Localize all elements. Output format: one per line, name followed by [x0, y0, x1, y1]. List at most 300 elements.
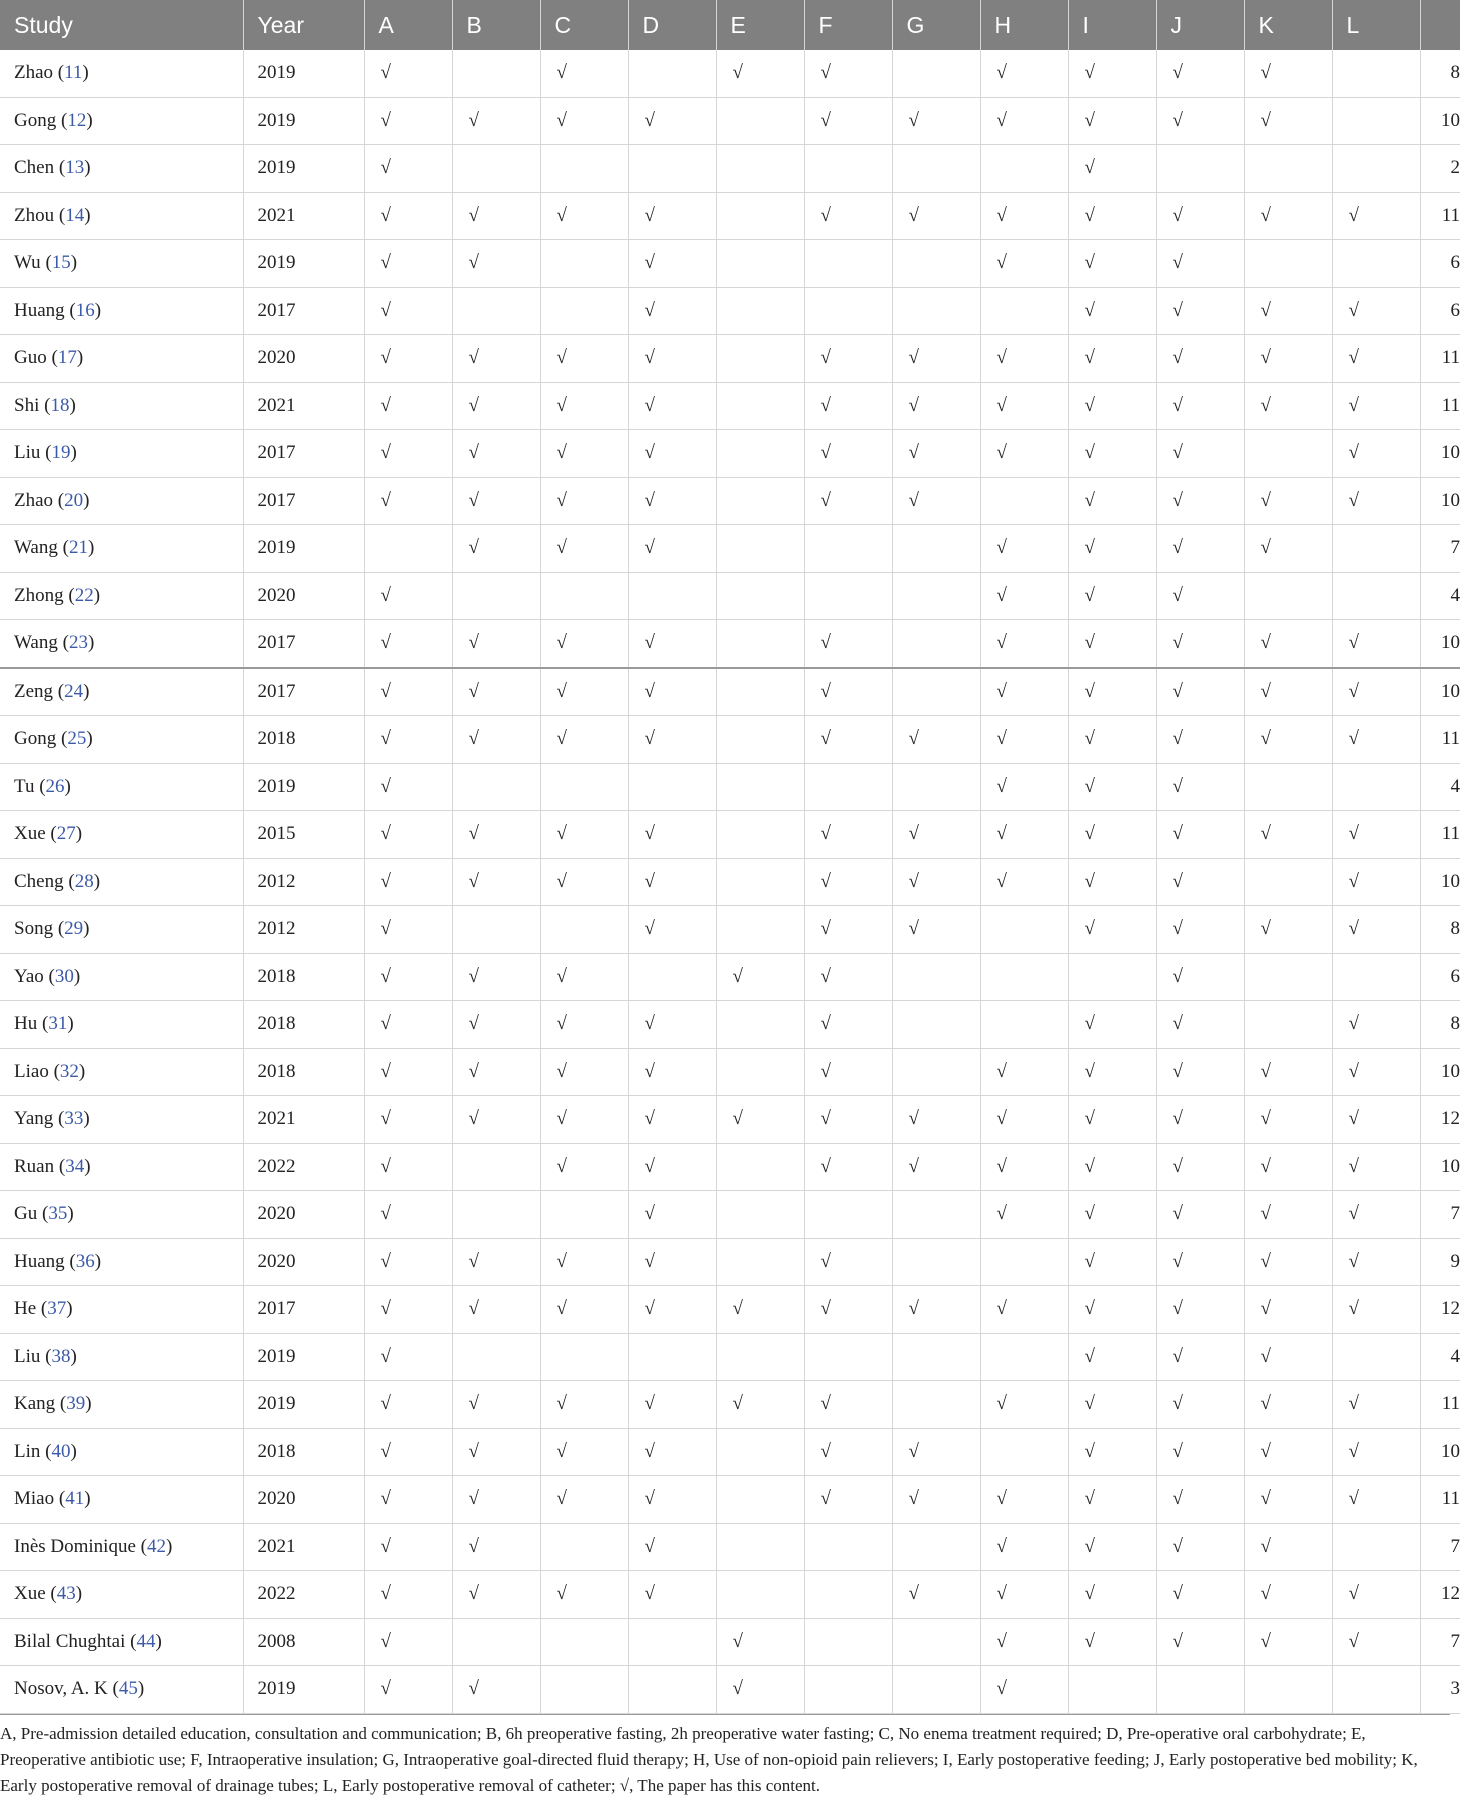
reference-link[interactable]: 13: [65, 157, 85, 179]
table-row: [0, 1238, 1460, 1286]
study-cell: Kang (39): [0, 1381, 243, 1429]
check-cell: √: [1332, 287, 1420, 335]
study-cell: Wang (21): [0, 525, 243, 573]
study-cell: Gong (25): [0, 716, 243, 764]
table-row: [0, 1191, 1460, 1239]
check-cell: √: [980, 525, 1068, 573]
total-cell: 7: [1420, 1191, 1460, 1239]
check-cell: √: [1068, 477, 1156, 525]
reference-link[interactable]: 29: [64, 918, 84, 940]
year-cell: 2020: [243, 335, 364, 383]
year-cell: 2021: [243, 1096, 364, 1144]
check-cell: √: [364, 1143, 452, 1191]
year-cell: 2019: [243, 145, 364, 193]
check-cell: √: [804, 382, 892, 430]
check-cell: √: [892, 1286, 980, 1334]
check-cell: √: [980, 1666, 1068, 1714]
check-cell: √: [1156, 50, 1244, 97]
check-cell: √: [1068, 572, 1156, 620]
check-cell: √: [452, 668, 540, 716]
check-cell: [716, 382, 804, 430]
check-cell: √: [980, 763, 1068, 811]
check-cell: √: [364, 1428, 452, 1476]
check-cell: √: [1156, 1476, 1244, 1524]
check-cell: √: [892, 1476, 980, 1524]
check-cell: [1068, 953, 1156, 1001]
check-cell: [892, 572, 980, 620]
check-cell: √: [628, 906, 716, 954]
check-cell: √: [1156, 668, 1244, 716]
table-row: [0, 335, 1460, 383]
check-cell: √: [1068, 620, 1156, 668]
check-cell: √: [980, 1381, 1068, 1429]
reference-link[interactable]: 35: [48, 1203, 68, 1225]
study-cell: He (37): [0, 1286, 243, 1334]
check-cell: √: [980, 572, 1068, 620]
check-cell: √: [1332, 1476, 1420, 1524]
study-cell: Huang (16): [0, 287, 243, 335]
table-row: [0, 906, 1460, 954]
total-cell: 4: [1420, 1333, 1460, 1381]
check-cell: √: [1244, 1333, 1332, 1381]
reference-link[interactable]: 33: [64, 1108, 84, 1130]
check-cell: [1244, 763, 1332, 811]
study-author: Huang: [14, 1250, 65, 1272]
total-cell: 12: [1420, 1571, 1460, 1619]
reference-link[interactable]: 40: [51, 1440, 71, 1462]
check-cell: √: [1068, 525, 1156, 573]
study-cell: Zhao (20): [0, 477, 243, 525]
check-cell: √: [1156, 1143, 1244, 1191]
reference-link[interactable]: 36: [75, 1250, 95, 1272]
check-cell: √: [628, 1001, 716, 1049]
check-cell: √: [1156, 1523, 1244, 1571]
check-cell: √: [804, 1001, 892, 1049]
check-cell: √: [1068, 1428, 1156, 1476]
check-cell: √: [716, 953, 804, 1001]
check-cell: √: [1156, 430, 1244, 478]
check-cell: √: [1244, 50, 1332, 97]
check-cell: [716, 97, 804, 145]
check-cell: [892, 1523, 980, 1571]
table-row: [0, 97, 1460, 145]
check-cell: √: [452, 716, 540, 764]
check-cell: [716, 1571, 804, 1619]
check-cell: √: [452, 1238, 540, 1286]
study-author: Lin: [14, 1440, 41, 1462]
total-cell: 4: [1420, 572, 1460, 620]
check-cell: √: [1244, 1381, 1332, 1429]
reference-link[interactable]: 34: [65, 1155, 85, 1177]
check-cell: [892, 525, 980, 573]
check-cell: [892, 1666, 980, 1714]
check-cell: [716, 1428, 804, 1476]
check-cell: [540, 287, 628, 335]
check-cell: √: [980, 1618, 1068, 1666]
study-cell: Xue (27): [0, 811, 243, 859]
check-cell: √: [540, 1428, 628, 1476]
check-cell: √: [540, 716, 628, 764]
check-cell: √: [628, 525, 716, 573]
year-cell: 2018: [243, 1048, 364, 1096]
check-cell: √: [452, 1476, 540, 1524]
check-cell: √: [628, 1048, 716, 1096]
check-cell: [1332, 525, 1420, 573]
check-cell: [1332, 763, 1420, 811]
check-cell: √: [1156, 1333, 1244, 1381]
check-cell: √: [892, 858, 980, 906]
study-author: Song: [14, 918, 54, 940]
check-cell: [1244, 145, 1332, 193]
study-author: Hu: [14, 1013, 38, 1035]
table-row: [0, 1618, 1460, 1666]
check-cell: √: [1068, 1191, 1156, 1239]
check-cell: √: [540, 668, 628, 716]
study-author: Cheng: [14, 870, 64, 892]
table-row: [0, 716, 1460, 764]
check-cell: √: [980, 50, 1068, 97]
total-cell: 7: [1420, 1618, 1460, 1666]
total-cell: 10: [1420, 1428, 1460, 1476]
check-cell: [1156, 145, 1244, 193]
check-cell: [980, 1428, 1068, 1476]
check-cell: √: [1244, 335, 1332, 383]
check-cell: √: [540, 1571, 628, 1619]
check-cell: [1332, 1333, 1420, 1381]
reference-link[interactable]: 25: [67, 728, 87, 750]
check-cell: [716, 1476, 804, 1524]
study-author: Liao: [14, 1060, 49, 1082]
total-cell: 10: [1420, 1143, 1460, 1191]
study-cell: Miao (41): [0, 1476, 243, 1524]
reference-link[interactable]: 45: [118, 1678, 138, 1700]
check-cell: √: [364, 287, 452, 335]
total-cell: 8: [1420, 906, 1460, 954]
reference-link[interactable]: 20: [64, 489, 84, 511]
check-cell: √: [1068, 1286, 1156, 1334]
check-cell: [540, 240, 628, 288]
check-cell: √: [540, 1001, 628, 1049]
check-cell: √: [716, 1666, 804, 1714]
check-cell: [980, 906, 1068, 954]
column-header: A: [364, 0, 452, 50]
check-cell: [628, 763, 716, 811]
check-cell: √: [1068, 1333, 1156, 1381]
check-cell: √: [628, 97, 716, 145]
year-cell: 2018: [243, 716, 364, 764]
table-row: [0, 382, 1460, 430]
reference-link[interactable]: 24: [64, 680, 84, 702]
reference-link[interactable]: 38: [51, 1345, 71, 1367]
check-cell: √: [1244, 1428, 1332, 1476]
check-cell: √: [628, 1381, 716, 1429]
study-cell: Liu (38): [0, 1333, 243, 1381]
table-header: [0, 0, 1460, 50]
check-cell: √: [1156, 97, 1244, 145]
check-cell: √: [364, 192, 452, 240]
check-cell: √: [804, 477, 892, 525]
year-cell: 2019: [243, 525, 364, 573]
check-cell: √: [980, 382, 1068, 430]
reference-link[interactable]: 39: [66, 1393, 86, 1415]
check-cell: [1244, 953, 1332, 1001]
check-cell: [892, 1048, 980, 1096]
check-cell: √: [980, 858, 1068, 906]
check-cell: √: [364, 240, 452, 288]
check-cell: [716, 620, 804, 668]
check-cell: [804, 572, 892, 620]
check-cell: √: [540, 477, 628, 525]
check-cell: √: [1332, 1191, 1420, 1239]
check-cell: √: [804, 716, 892, 764]
study-cell: Liao (32): [0, 1048, 243, 1096]
reference-link[interactable]: 27: [56, 823, 76, 845]
total-cell: 6: [1420, 240, 1460, 288]
total-cell: 11: [1420, 1476, 1460, 1524]
check-cell: √: [892, 1143, 980, 1191]
reference-link[interactable]: 12: [67, 109, 87, 131]
check-cell: [980, 477, 1068, 525]
reference-link[interactable]: 42: [146, 1535, 166, 1557]
check-cell: √: [804, 953, 892, 1001]
reference-link[interactable]: 28: [74, 870, 94, 892]
check-cell: √: [1156, 525, 1244, 573]
check-cell: √: [1332, 811, 1420, 859]
column-header: L: [1332, 0, 1420, 50]
check-cell: √: [364, 668, 452, 716]
reference-link[interactable]: 16: [75, 299, 95, 321]
total-cell: 10: [1420, 620, 1460, 668]
reference-link[interactable]: 37: [47, 1298, 67, 1320]
check-cell: √: [452, 1571, 540, 1619]
table-row: [0, 525, 1460, 573]
check-cell: [804, 763, 892, 811]
check-cell: √: [716, 1381, 804, 1429]
table-row: [0, 430, 1460, 478]
reference-link[interactable]: 18: [50, 394, 70, 416]
check-cell: [1244, 430, 1332, 478]
check-cell: √: [1332, 1428, 1420, 1476]
check-cell: √: [364, 858, 452, 906]
study-author: Chen: [14, 157, 55, 179]
reference-link[interactable]: 19: [51, 442, 71, 464]
check-cell: √: [892, 1096, 980, 1144]
reference-link[interactable]: 21: [68, 537, 88, 559]
check-cell: [540, 906, 628, 954]
check-cell: √: [540, 1096, 628, 1144]
check-cell: [1244, 1001, 1332, 1049]
reference-link[interactable]: 26: [45, 775, 65, 797]
check-cell: √: [1244, 811, 1332, 859]
check-cell: √: [1156, 1001, 1244, 1049]
study-author: Wang: [14, 537, 58, 559]
check-cell: √: [1244, 382, 1332, 430]
total-cell: 11: [1420, 335, 1460, 383]
check-cell: [628, 1666, 716, 1714]
check-cell: √: [892, 716, 980, 764]
check-cell: √: [1156, 1286, 1244, 1334]
check-cell: √: [980, 1096, 1068, 1144]
table-row: [0, 668, 1460, 716]
reference-link[interactable]: 32: [59, 1060, 79, 1082]
check-cell: √: [892, 97, 980, 145]
check-cell: [980, 1238, 1068, 1286]
check-cell: [716, 430, 804, 478]
total-cell: 6: [1420, 287, 1460, 335]
year-cell: 2017: [243, 620, 364, 668]
check-cell: [452, 287, 540, 335]
reference-link[interactable]: 31: [48, 1013, 68, 1035]
check-cell: [716, 335, 804, 383]
check-cell: [628, 145, 716, 193]
check-cell: √: [1156, 335, 1244, 383]
reference-link[interactable]: 23: [68, 632, 88, 654]
check-cell: [716, 1191, 804, 1239]
check-cell: √: [804, 1476, 892, 1524]
check-cell: √: [1156, 1428, 1244, 1476]
column-header: H: [980, 0, 1068, 50]
check-cell: √: [1332, 1001, 1420, 1049]
study-author: Gong: [14, 109, 57, 131]
check-cell: √: [716, 1096, 804, 1144]
check-cell: [1244, 240, 1332, 288]
study-author: Miao: [14, 1488, 55, 1510]
year-cell: 2019: [243, 1333, 364, 1381]
check-cell: [1332, 97, 1420, 145]
check-cell: √: [804, 1428, 892, 1476]
study-cell: Yang (33): [0, 1096, 243, 1144]
check-cell: [716, 145, 804, 193]
total-cell: 10: [1420, 477, 1460, 525]
column-header: G: [892, 0, 980, 50]
check-cell: √: [804, 335, 892, 383]
reference-link[interactable]: 11: [64, 62, 83, 84]
study-author: Zhou: [14, 204, 55, 226]
check-cell: √: [1332, 858, 1420, 906]
total-cell: 12: [1420, 1286, 1460, 1334]
column-header: C: [540, 0, 628, 50]
check-cell: [804, 287, 892, 335]
reference-link[interactable]: 30: [54, 965, 74, 987]
check-cell: [716, 1143, 804, 1191]
check-cell: √: [1156, 811, 1244, 859]
check-cell: √: [1244, 1191, 1332, 1239]
check-cell: [540, 1333, 628, 1381]
check-cell: √: [628, 430, 716, 478]
reference-link[interactable]: 14: [65, 204, 85, 226]
reference-link[interactable]: 22: [74, 584, 94, 606]
check-cell: √: [1068, 716, 1156, 764]
reference-link[interactable]: 44: [136, 1630, 156, 1652]
check-cell: √: [452, 335, 540, 383]
check-cell: [452, 763, 540, 811]
table-row: [0, 1428, 1460, 1476]
check-cell: √: [1068, 97, 1156, 145]
check-cell: √: [804, 97, 892, 145]
check-cell: √: [540, 382, 628, 430]
check-cell: √: [540, 1238, 628, 1286]
check-cell: √: [1156, 620, 1244, 668]
reference-link[interactable]: 43: [56, 1583, 76, 1605]
total-cell: 10: [1420, 97, 1460, 145]
reference-link[interactable]: 15: [51, 252, 71, 274]
check-cell: [804, 1666, 892, 1714]
column-header: E: [716, 0, 804, 50]
study-author: Huang: [14, 299, 65, 321]
total-cell: 10: [1420, 858, 1460, 906]
study-author: Xue: [14, 1583, 46, 1605]
study-cell: Lin (40): [0, 1428, 243, 1476]
check-cell: √: [628, 1428, 716, 1476]
check-cell: √: [892, 1571, 980, 1619]
study-cell: Bilal Chughtai (44): [0, 1618, 243, 1666]
study-author: Kang: [14, 1393, 56, 1415]
check-cell: [540, 1666, 628, 1714]
reference-link[interactable]: 41: [65, 1488, 85, 1510]
check-cell: √: [452, 1523, 540, 1571]
check-cell: √: [364, 145, 452, 193]
total-cell: 11: [1420, 811, 1460, 859]
table-row: [0, 811, 1460, 859]
check-cell: √: [1244, 1096, 1332, 1144]
table-row: [0, 1286, 1460, 1334]
table-row: [0, 50, 1460, 97]
check-cell: √: [1332, 192, 1420, 240]
study-cell: Chen (13): [0, 145, 243, 193]
total-cell: 11: [1420, 192, 1460, 240]
table-row: [0, 1381, 1460, 1429]
check-cell: √: [364, 1523, 452, 1571]
check-cell: [716, 240, 804, 288]
check-cell: [892, 145, 980, 193]
check-cell: √: [628, 382, 716, 430]
study-cell: Shi (18): [0, 382, 243, 430]
reference-link[interactable]: 17: [57, 347, 77, 369]
check-cell: √: [1156, 382, 1244, 430]
check-cell: √: [364, 382, 452, 430]
check-cell: √: [364, 1048, 452, 1096]
check-cell: [804, 1333, 892, 1381]
total-cell: 2: [1420, 145, 1460, 193]
check-cell: √: [452, 1428, 540, 1476]
check-cell: [892, 1191, 980, 1239]
check-cell: [716, 572, 804, 620]
study-author: Liu: [14, 442, 41, 464]
check-cell: √: [364, 1191, 452, 1239]
year-cell: 2008: [243, 1618, 364, 1666]
check-cell: [892, 240, 980, 288]
check-cell: √: [364, 477, 452, 525]
check-cell: [628, 1333, 716, 1381]
check-cell: √: [1244, 716, 1332, 764]
check-cell: √: [1068, 240, 1156, 288]
year-cell: 2019: [243, 763, 364, 811]
check-cell: √: [1068, 1523, 1156, 1571]
check-cell: √: [364, 620, 452, 668]
check-cell: √: [1332, 1048, 1420, 1096]
check-cell: √: [892, 192, 980, 240]
table-row: [0, 1523, 1460, 1571]
check-cell: √: [1068, 145, 1156, 193]
check-cell: √: [1156, 1048, 1244, 1096]
check-cell: [716, 1048, 804, 1096]
check-cell: √: [1068, 335, 1156, 383]
total-cell: 6: [1420, 953, 1460, 1001]
table-row: [0, 145, 1460, 193]
study-cell: Xue (43): [0, 1571, 243, 1619]
check-cell: √: [1156, 477, 1244, 525]
study-author: Zhao: [14, 62, 54, 84]
